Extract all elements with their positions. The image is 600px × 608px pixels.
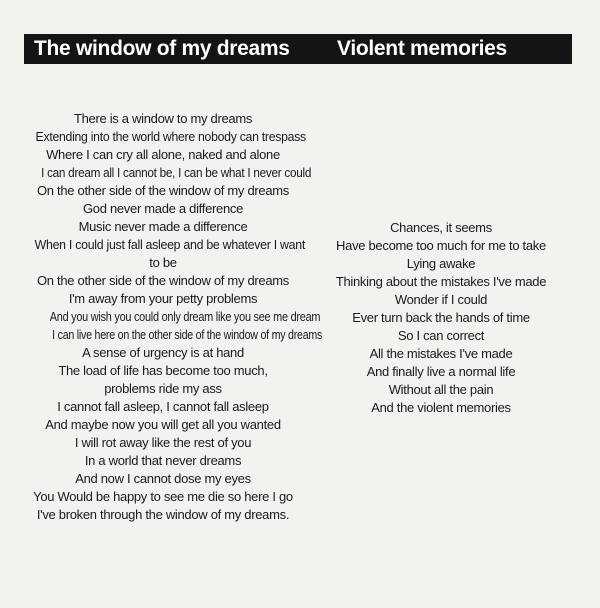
right-lyrics-column bbox=[306, 219, 576, 417]
lyric-line: And now I cannot dose my eyes bbox=[75, 471, 251, 486]
lyric-line: I will rot away like the rest of you bbox=[74, 435, 252, 450]
lyric-line: There is a window to my dreams bbox=[73, 111, 253, 126]
lyric-line: Extending into the world where nobody can trespass bbox=[35, 129, 306, 144]
lyric-line: I've broken through the window of my dreams. bbox=[36, 507, 290, 522]
lyric-line: All the mistakes I've made bbox=[369, 346, 513, 361]
lyric-line: You Would be happy to see me die so here I go bbox=[33, 489, 293, 504]
lyric-line: On the other side of the window of my dreams bbox=[37, 273, 289, 288]
left-lyrics-column bbox=[28, 110, 323, 524]
lyric-line: Music never made a difference bbox=[78, 219, 248, 234]
lyric-line: And you wish you could only dream like you see me dream bbox=[49, 309, 321, 324]
lyric-line: Lying awake bbox=[406, 256, 476, 271]
lyric-line: to be bbox=[149, 255, 177, 270]
lyric-line: problems ride my ass bbox=[104, 381, 222, 396]
lyric-line: God never made a difference bbox=[82, 201, 244, 216]
lyric-line: And maybe now you will get all you wanted bbox=[45, 417, 281, 432]
left-song-title: The window of my dreams bbox=[34, 37, 290, 60]
lyric-line: Have become too much for me to take bbox=[336, 238, 546, 253]
lyric-line: Chances, it seems bbox=[390, 220, 492, 235]
lyric-line: So I can correct bbox=[397, 328, 485, 343]
lyric-line: On the other side of the window of my dreams bbox=[37, 183, 289, 198]
lyric-line: I'm away from your petty problems bbox=[68, 291, 258, 306]
lyric-line: And finally live a normal life bbox=[366, 364, 516, 379]
lyric-line: I can dream all I cannot be, I can be what I never could bbox=[41, 165, 312, 180]
lyric-line: Where I can cry all alone, naked and alone bbox=[46, 147, 280, 162]
lyric-line: In a world that never dreams bbox=[84, 453, 242, 468]
lyric-line: Without all the pain bbox=[388, 382, 494, 397]
lyric-line: Thinking about the mistakes I've made bbox=[335, 274, 547, 289]
lyric-line: When I could just fall asleep and be whatever I want bbox=[34, 237, 305, 252]
lyric-line: A sense of urgency is at hand bbox=[82, 345, 244, 360]
lyric-line: And the violent memories bbox=[371, 400, 511, 415]
lyric-line: I can live here on the other side of the window of my dreams bbox=[52, 327, 323, 342]
lyric-line: The load of life has become too much, bbox=[58, 363, 268, 378]
right-song-title: Violent memories bbox=[337, 37, 507, 60]
lyric-line: Ever turn back the hands of time bbox=[352, 310, 530, 325]
lyric-line: Wonder if I could bbox=[394, 292, 488, 307]
lyric-line: I cannot fall asleep, I cannot fall asleep bbox=[57, 399, 269, 414]
